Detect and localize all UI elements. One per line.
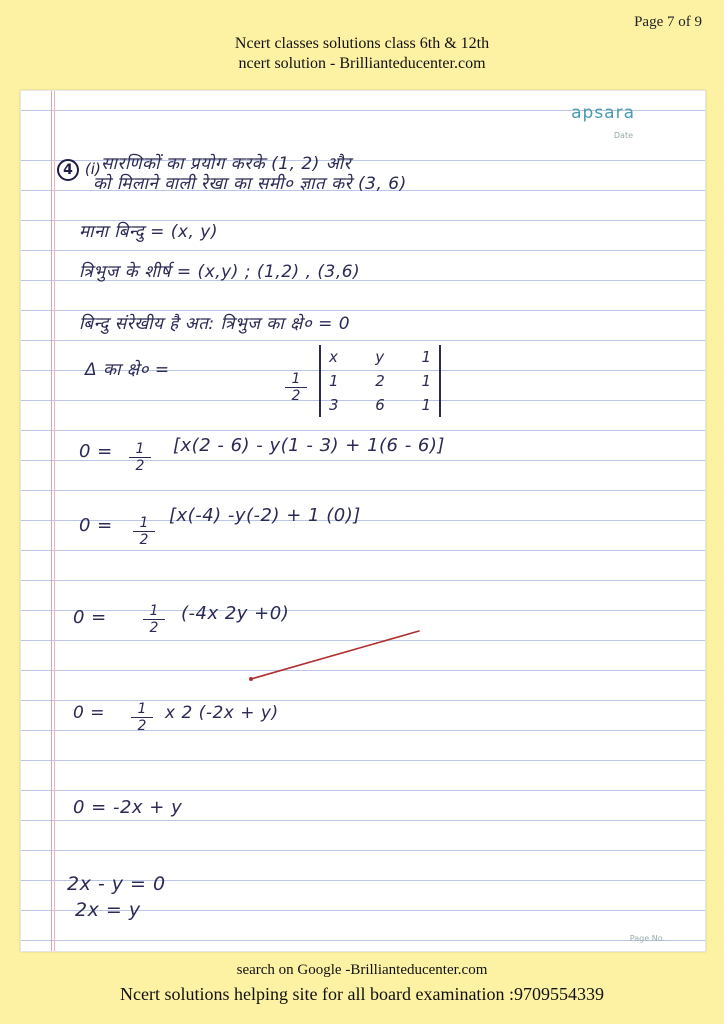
step3-rhs: (-4x 2y +0) xyxy=(181,603,290,624)
fraction-numerator: 1 xyxy=(129,441,151,458)
step1-lhs: 0 = xyxy=(79,441,113,462)
det-cell: 3 xyxy=(329,396,339,414)
question-part: (i) xyxy=(84,160,101,178)
det-cell: x xyxy=(329,348,338,366)
step3-fraction xyxy=(143,603,165,636)
step1-rhs: [x(2 - 6) - y(1 - 3) + 1(6 - 6)] xyxy=(173,435,445,456)
fraction-denominator: 2 xyxy=(291,388,301,404)
determinant xyxy=(319,345,441,417)
notebook-sheet xyxy=(20,90,706,952)
step4-lhs: 0 = xyxy=(73,703,105,723)
margin-line xyxy=(51,91,52,951)
question-line-1: सारणिकों का प्रयोग करके (1, 2) और xyxy=(101,154,352,174)
header-title: Ncert classes solutions class 6th & 12th xyxy=(234,35,490,52)
date-field: Date xyxy=(613,131,633,140)
det-cell: 1 xyxy=(421,372,431,390)
fraction-numerator: 1 xyxy=(133,515,155,532)
header-subtitle: ncert solution - Brillianteducenter.com xyxy=(238,55,486,72)
page-indicator: Page 7 of 9 xyxy=(634,14,702,30)
det-cell: 1 xyxy=(421,348,431,366)
step4-fraction xyxy=(131,701,153,734)
determinant-row xyxy=(321,345,439,369)
step5: 0 = -2x + y xyxy=(73,797,183,818)
margin-line-inner xyxy=(54,91,55,951)
fraction-numerator: 1 xyxy=(285,371,307,388)
footer-tagline: Ncert solutions helping site for all board examination :9709554339 xyxy=(120,984,604,1004)
let-point: माना बिन्दु = (x, y) xyxy=(79,222,218,242)
step2-rhs: [x(-4) -y(-2) + 1 (0)] xyxy=(169,505,361,526)
footer-search: search on Google -Brillianteducenter.com xyxy=(236,962,488,978)
triangle-vertices: त्रिभुज के शीर्ष = (x,y) ; (1,2) , (3,6) xyxy=(79,262,361,282)
collinear-statement: बिन्दु संरेखीय है अत: त्रिभुज का क्षे० = 0 xyxy=(79,314,351,334)
fraction-denominator: 2 xyxy=(135,458,145,474)
det-cell: 1 xyxy=(421,396,431,414)
step2-lhs: 0 = xyxy=(79,515,113,536)
half-fraction xyxy=(285,371,307,404)
pen-stroke xyxy=(241,625,441,685)
determinant-row xyxy=(321,369,439,393)
fraction-denominator: 2 xyxy=(137,718,147,734)
question-line-2: को मिलाने वाली रेखा का समी० ज्ञात करे (3, 6) xyxy=(93,174,407,194)
det-cell: y xyxy=(375,348,385,366)
step3-lhs: 0 = xyxy=(73,607,107,628)
step1-fraction xyxy=(129,441,151,474)
question-number-circle: 4 xyxy=(57,159,79,181)
step6: 2x - y = 0 xyxy=(67,873,166,895)
determinant-row xyxy=(321,393,439,417)
notebook-brand: apsara xyxy=(571,103,635,123)
step2-fraction xyxy=(133,515,155,548)
fraction-denominator: 2 xyxy=(139,532,149,548)
step4-rhs: x 2 (-2x + y) xyxy=(165,703,279,723)
step7: 2x = y xyxy=(75,899,141,921)
area-label: Δ का क्षे० = xyxy=(85,360,170,380)
fraction-numerator: 1 xyxy=(131,701,153,718)
det-cell: 1 xyxy=(329,372,339,390)
det-cell: 2 xyxy=(375,372,385,390)
fraction-numerator: 1 xyxy=(143,603,165,620)
page-no-field: Page No. xyxy=(629,934,665,943)
page-header xyxy=(0,34,724,74)
det-cell: 6 xyxy=(375,396,385,414)
fraction-denominator: 2 xyxy=(149,620,159,636)
